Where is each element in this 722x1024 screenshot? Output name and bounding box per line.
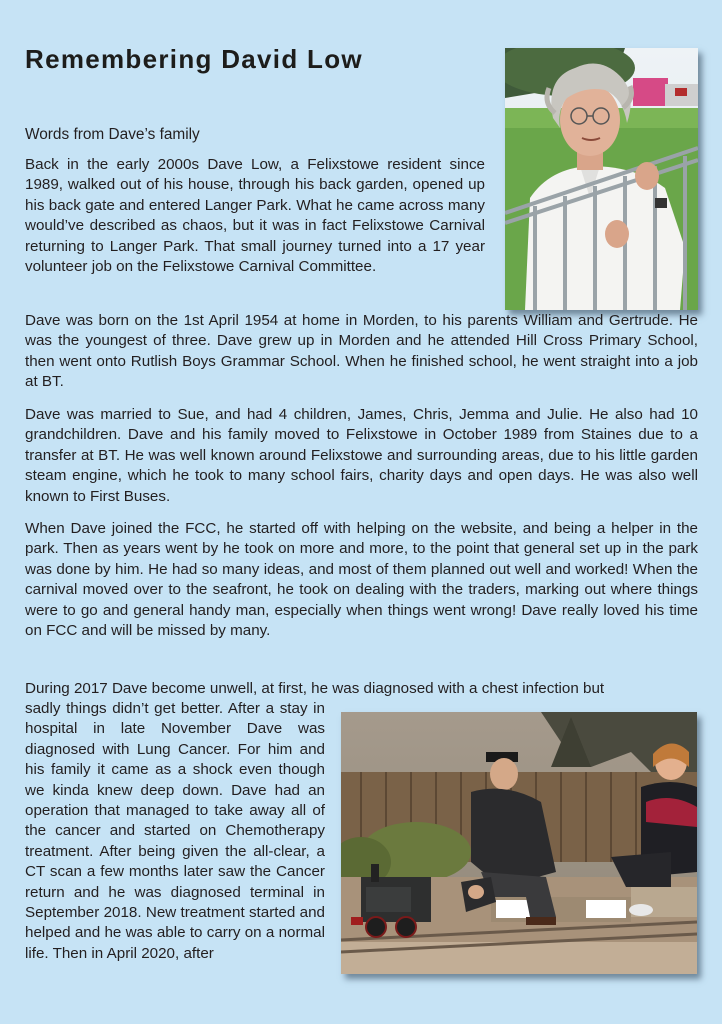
subtitle: Words from Dave’s family — [25, 126, 200, 143]
photo-dave-garden-steam-engine — [341, 712, 697, 974]
paragraph-intro: Back in the early 2000s Dave Low, a Felixstowe resident since 1989, walked out of his house, through his back garden, opened up his back gate and entered Langer Park. What he came across many would’ve described as chaos, but it was in fact Felixstowe Carnival returning to Langer Park. That small journey turned into a 17 year volunteer job on the Felixstowe Carnival Committee. — [25, 156, 485, 276]
paragraph-early-life: Dave was born on the 1st April 1954 at home in Morden, to his parents William and Gertrude. He was the youngest of three. Dave grew up in Morden and he attended Hill Cross Primary School, then went onto Rutlish Boys Grammar School. When he finished school, he went straight into a job at BT. — [25, 312, 698, 391]
photo-dave-at-carnival-fence — [505, 48, 698, 310]
paragraph-family: Dave was married to Sue, and had 4 children, James, Chris, Jemma and Julie. He also had 10 grandchildren. Dave and his family moved to Felixstowe in October 1989 from Staines due to a transfer at BT. He was well known around Felixstowe and surrounding areas, due to his little garden steam engine, which he took to many school fairs, charity days and open days. He was also well known to First Buses. — [25, 406, 698, 505]
paragraph-fcc: When Dave joined the FCC, he started off with helping on the website, and being a helper in the park. Then as years went by he took on more and more, to the point that general set up in the park was done by him. He had so many ideas, and most of them planned out well and worked! When the carnival moved over to the seafront, he took on dealing with the traders, marking out where things were to go and general handy man, especially when things went wrong! Dave really loved his time on FCC and will be missed by many. — [25, 520, 698, 640]
paragraph-illness: sadly things didn’t get better. After a stay in hospital in late November Dave was diagnosed with Lung Cancer. For him and his family it came as a shock even though we kinda knew deep down. Dave had an operation that managed to take away all of the cancer and started on Chemotherapy treatment. After being given the all-clear, a CT scan a few months later saw the Cancer return and he was diagnosed terminal in September 2018. New treatment started and helped and he was able to carry on a normal life. Then in April 2020, after — [25, 700, 325, 962]
page-title: Remembering David Low — [25, 44, 363, 74]
paragraph-illness-lead: During 2017 Dave become unwell, at first, he was diagnosed with a chest infection but — [25, 680, 605, 697]
